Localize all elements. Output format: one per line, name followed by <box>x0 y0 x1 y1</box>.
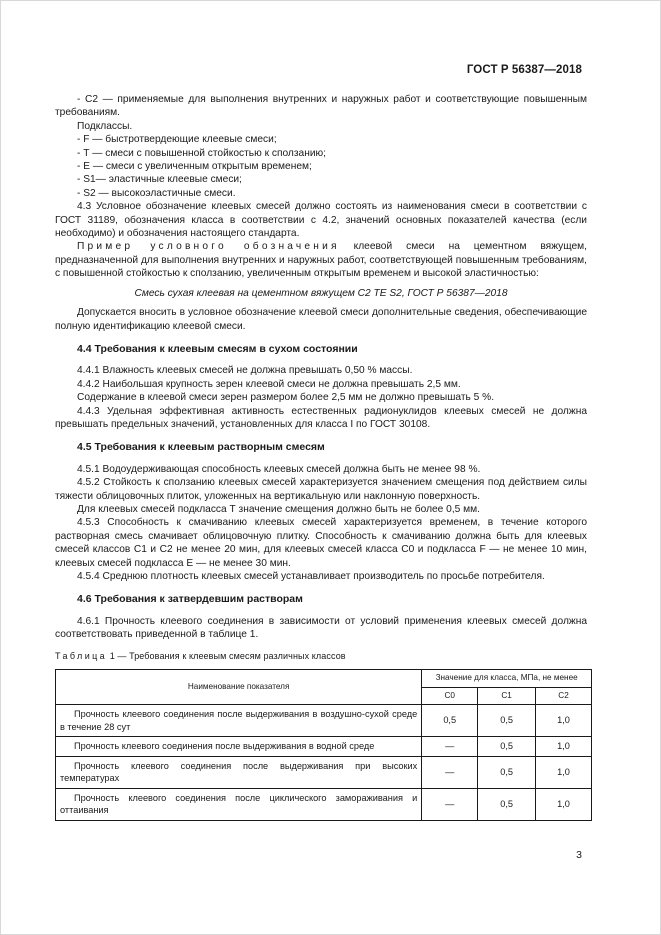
requirements-table <box>55 669 592 821</box>
clause-4-4-1: 4.4.1 Влажность клеевых смесей не должна превышать 0,50 % массы. <box>77 365 413 377</box>
section-title-4-4: 4.4 Требования к клеевым смесям в сухом состоянии <box>77 342 358 355</box>
section-title-4-6: 4.6 Требования к затвердевшим растворам <box>77 593 303 606</box>
list-item: - F — быстротвердеющие клеевые смеси; <box>77 134 277 146</box>
row-value: 1,0 <box>536 756 592 788</box>
document-body <box>55 93 587 821</box>
row-value: 0,5 <box>478 756 536 788</box>
list-item: - Т — смеси с повышенной стойкостью к сползанию; <box>77 147 326 159</box>
example-paragraph <box>55 240 587 280</box>
paragraph-4-3: 4.3 Условное обозначение клеевых смесей должно состоять из наименования смеси в соответствии с ГОСТ 31189, обозначения класса в соответствии с 4.2, значений основных показателей качества (если необходимо) и обозначения настоящего стандарта. <box>55 201 587 240</box>
table-row <box>56 756 592 788</box>
list-item: - S2 — высокоэластичные смеси. <box>77 187 236 199</box>
clause-4-6-1: 4.6.1 Прочность клеевого соединения в зависимости от условий применения клеевых смесей должна соответствовать приведенной в таблице 1. <box>55 615 587 641</box>
table-row <box>56 737 592 757</box>
example-text: клеевой смеси на цементном вяжущем, предназначенной для выполнения внутренних и наружных работ, соответствующей повышенным требованиям, с повышенной стойкостью к сползанию, увеличенным открытым временем и высокой эластичностью: <box>55 241 587 280</box>
paragraph-additional: Допускается вносить в условное обозначение клеевой смеси дополнительные сведения, обеспечивающие полную идентификацию клеевой смеси. <box>55 307 587 332</box>
clause-4-5-2: 4.5.2 Стойкость к сползанию клеевых смесей характеризуется значением смещения под действием силы тяжести облицовочных плиток, уложенных на вертикальную или наклонную поверхность. <box>55 477 587 502</box>
table-row <box>56 788 592 820</box>
row-name: Прочность клеевого соединения после выдерживания при высоких температурах <box>56 756 422 788</box>
example-designation: Смесь сухая клеевая на цементном вяжущем С2 ТЕ S2, ГОСТ Р 56387—2018 <box>134 287 508 299</box>
row-value: 0,5 <box>478 788 536 820</box>
row-value: — <box>422 788 478 820</box>
row-value: — <box>422 737 478 757</box>
table-header-row <box>56 670 592 688</box>
list-item: - S1— эластичные клеевые смеси; <box>77 174 242 186</box>
header-class-c0: С0 <box>422 687 478 705</box>
row-value: — <box>422 756 478 788</box>
header-group: Значение для класса, МПа, не менее <box>422 670 592 688</box>
row-value: 0,5 <box>478 705 536 737</box>
clause-4-5-1: 4.5.1 Водоудерживающая способность клеевых смесей должна быть не менее 98 %. <box>77 463 481 475</box>
row-name: Прочность клеевого соединения после выдерживания в водной среде <box>56 737 422 757</box>
row-value: 1,0 <box>536 788 592 820</box>
header-class-c1: С1 <box>478 687 536 705</box>
page-number: 3 <box>576 849 582 861</box>
example-label: Пример условного обозначения <box>77 241 340 253</box>
row-value: 0,5 <box>422 705 478 737</box>
table-row <box>56 705 592 737</box>
clause-4-4-2-cont: Содержание в клеевой смеси зерен размером более 2,5 мм не должно превышать 5 %. <box>77 392 495 404</box>
clause-4-4-2: 4.4.2 Наибольшая крупность зерен клеевой смеси не должна превышать 2,5 мм. <box>77 378 461 390</box>
table-caption-label: Таблица <box>55 650 108 661</box>
row-name: Прочность клеевого соединения после выдерживания в воздушно-сухой среде в течение 28 сут <box>56 705 422 737</box>
clause-4-5-4: 4.5.4 Среднюю плотность клеевых смесей устанавливает производитель по просьбе потребителя. <box>77 571 545 582</box>
table-caption <box>55 650 587 663</box>
clause-4-4-3: 4.4.3 Удельная эффективная активность естественных радионуклидов клеевых смесей не должна превышать предельных значений, установленных для класса I по ГОСТ 30108. <box>55 405 587 430</box>
section-title-4-5: 4.5 Требования к клеевым растворным смесям <box>77 441 325 454</box>
standard-header: ГОСТ Р 56387—2018 <box>466 64 582 76</box>
header-name: Наименование показателя <box>56 670 422 705</box>
table-caption-text: 1 — Требования к клеевым смесям различных классов <box>107 650 346 661</box>
paragraph-c2: - С2 — применяемые для выполнения внутренних и наружных работ и соответствующие повышенным требованиям. <box>55 94 587 119</box>
subclasses-title: Подклассы. <box>77 120 133 132</box>
row-name: Прочность клеевого соединения после циклического замораживания и оттаивания <box>56 788 422 820</box>
clause-4-5-2-cont: Для клеевых смесей подкласса Т значение смещения должно быть не более 0,5 мм. <box>77 503 481 515</box>
clause-4-5-3: 4.5.3 Способность к смачиванию клеевых смесей характеризуется временем, в течение которого растворная смесь смачивает облицовочную плитку. Способность к смачиванию должна быть для клеевых смесей классов С1 и С2 не менее 20 мин, для клеевых смесей класса С0 и подкласса F — не менее 10 мин, клеевых смесей подкласса Е — не менее 30 мин. <box>55 517 587 569</box>
row-value: 0,5 <box>478 737 536 757</box>
row-value: 1,0 <box>536 705 592 737</box>
list-item: - Е — смеси с увеличенным открытым временем; <box>77 161 312 173</box>
header-class-c2: С2 <box>536 687 592 705</box>
row-value: 1,0 <box>536 737 592 757</box>
